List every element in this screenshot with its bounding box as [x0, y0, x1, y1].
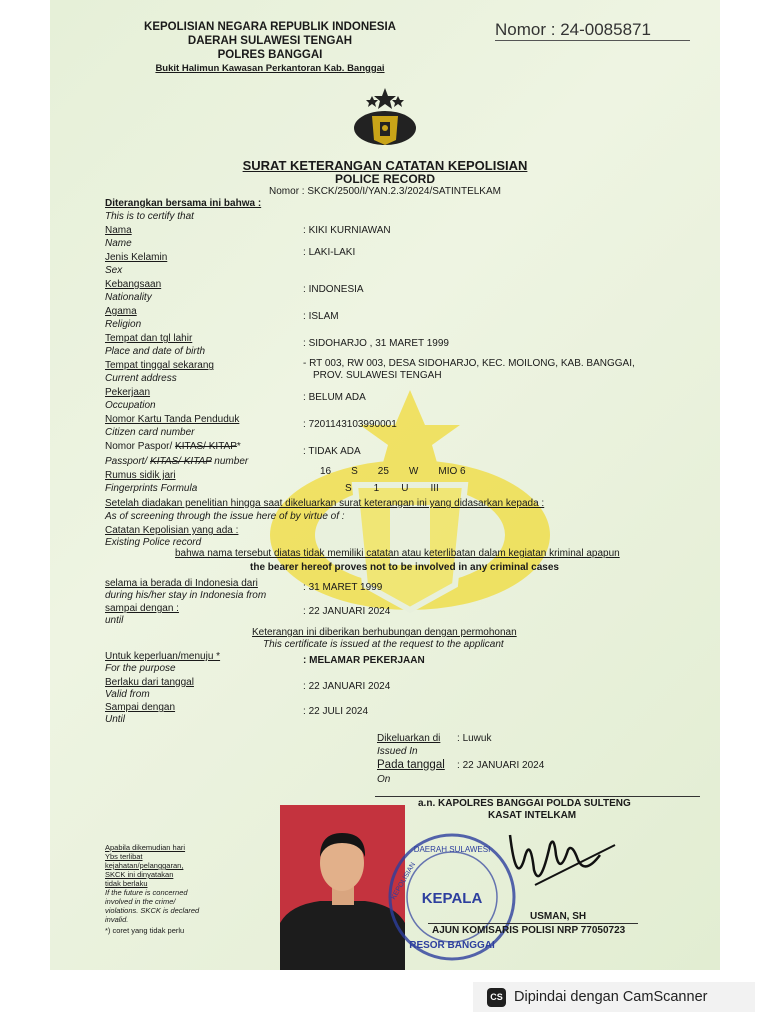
letterhead: [105, 20, 435, 76]
statement-en: the bearer hereof proves not to be involved in any criminal cases: [250, 562, 559, 573]
issued-on-en: On: [377, 774, 391, 785]
stay-to-value: : 22 JANUARI 2024: [303, 606, 391, 617]
title-sub: POLICE RECORD: [334, 172, 435, 186]
camscanner-label: Dipindai dengan CamScanner: [514, 989, 708, 1005]
valid-until-value: : 22 JULI 2024: [303, 706, 369, 717]
purpose-value: : MELAMAR PEKERJAAN: [303, 655, 425, 666]
existing-en: Existing Police record: [105, 537, 202, 548]
stamp-middle-text: KEPALA: [421, 890, 483, 907]
label-nationality-en: Nationality: [105, 292, 152, 303]
issued-on-value: : 22 JANUARI 2024: [457, 760, 545, 771]
label-occupation-en: Occupation: [105, 400, 156, 411]
issued-on-id: Pada tanggal: [377, 759, 445, 771]
value-birth: : SIDOHARJO , 31 MARET 1999: [303, 338, 449, 349]
label-passport-en: Passport/ KITAS/ KITAP number: [105, 456, 249, 467]
label-finger-en: Fingerprints Formula: [105, 483, 198, 494]
label-religion: Agama: [105, 306, 137, 317]
label-sex-en: Sex: [105, 265, 123, 276]
camscanner-icon: CS: [487, 988, 506, 1007]
label-nik: Nomor Kartu Tanda Penduduk: [105, 414, 240, 425]
title-number: Nomor : SKCK/2500/I/YAN.2.3/2024/SATINTELKAM: [269, 186, 501, 197]
request-id: Keterangan ini diberikan berhubungan dengan permohonan: [252, 627, 517, 638]
stay-to-en: until: [105, 615, 124, 626]
letterhead-line-1: KEPOLISIAN NEGARA REPUBLIK INDONESIA: [144, 21, 396, 33]
validity-note: Apabila dikemudian hari Ybs terlibat kejahatan/pelanggaran, SKCK ini dinyatakan tidak berlaku If the future is concerned involved in the crime/ violations. SKCK is declared invalid. *) coret yang tidak perlu: [105, 843, 200, 935]
value-address-line-1: - RT 003, RW 003, DESA SIDOHARJO, KEC. MOILONG, KAB. BANGGAI,: [303, 358, 635, 369]
valid-from-en: Valid from: [105, 689, 150, 700]
issued-in-value: : Luwuk: [457, 733, 492, 744]
document-title: [50, 158, 720, 198]
signatory-name: USMAN, SH: [530, 911, 587, 922]
serial-number: [495, 20, 690, 41]
label-address: Tempat tinggal sekarang: [105, 360, 214, 371]
letterhead-address: Bukit Halimun Kawasan Perkantoran Kab. Banggai: [155, 63, 385, 74]
label-nationality: Kebangsaan: [105, 279, 162, 290]
purpose-en: For the purpose: [105, 663, 176, 674]
label-finger: Rumus sidik jari: [105, 470, 176, 481]
signatory-line-2: KASAT INTELKAM: [488, 810, 577, 821]
label-name-en: Name: [105, 238, 132, 249]
signature-divider: [375, 796, 700, 797]
purpose-id: Untuk keperluan/menuju *: [105, 651, 221, 662]
intro-en: This is to certify that: [105, 211, 194, 222]
value-sex: : LAKI-LAKI: [303, 247, 356, 258]
valid-from-id: Berlaku dari tanggal: [105, 677, 194, 688]
valid-until-id: Sampai dengan: [105, 702, 176, 713]
fingerprint-row-1: 16 S 25 W MIO 6: [320, 466, 466, 477]
intro-id: Diterangkan bersama ini bahwa :: [105, 198, 262, 209]
label-occupation: Pekerjaan: [105, 387, 151, 398]
stay-from-en: during his/her stay in Indonesia from: [105, 590, 267, 601]
serial-value: 24-0085871: [560, 20, 651, 39]
stay-from-id: selama ia berada di Indonesia dari: [105, 578, 258, 589]
stamp-left-text: KEPOLISIAN: [390, 861, 418, 902]
value-religion: : ISLAM: [303, 311, 339, 322]
label-nik-en: Citizen card number: [105, 427, 195, 438]
value-nationality: : INDONESIA: [303, 284, 364, 295]
value-occupation: : BELUM ADA: [303, 392, 366, 403]
stay-from-value: : 31 MARET 1999: [303, 582, 383, 593]
issued-in-en: Issued In: [377, 746, 418, 757]
existing-id: Catatan Kepolisian yang ada :: [105, 525, 239, 536]
fingerprint-row-2: S 1 U III: [345, 483, 439, 494]
issued-in-id: Dikeluarkan di: [377, 733, 441, 744]
signatory-line-1: a.n. KAPOLRES BANGGAI POLDA SULTENG: [418, 798, 631, 809]
stay-to-id: sampai dengan :: [105, 603, 179, 614]
value-address-line-2: PROV. SULAWESI TENGAH: [313, 370, 442, 381]
document-paper: [50, 0, 720, 970]
serial-label: Nomor :: [495, 20, 556, 39]
valid-until-en: Until: [105, 714, 126, 725]
label-nama: Nama: [105, 225, 132, 236]
handwritten-signature: [490, 815, 620, 895]
title-main: SURAT KETERANGAN CATATAN KEPOLISIAN: [242, 158, 528, 173]
stamp-top-text: DAERAH SULAWESI: [413, 845, 491, 854]
label-sex: Jenis Kelamin: [105, 252, 168, 263]
stamp-bottom-text: RESOR BANGGAI: [409, 940, 495, 951]
letterhead-line-2: DAERAH SULAWESI TENGAH: [187, 35, 353, 47]
police-emblem-icon: [348, 86, 422, 148]
letterhead-line-3: POLRES BANGGAI: [217, 49, 323, 61]
value-address: [303, 358, 635, 382]
value-passport: : TIDAK ADA: [303, 446, 361, 457]
signatory-rank: AJUN KOMISARIS POLISI NRP 77050723: [432, 925, 626, 936]
screening-en: As of screening through the issue here of by virtue of :: [105, 511, 345, 522]
screening-id: Setelah diadakan penelitian hingga saat dikeluarkan surat keterangan ini yang didasarkan kepada :: [105, 498, 545, 509]
label-birth: Tempat dan tgl lahir: [105, 333, 193, 344]
label-address-en: Current address: [105, 373, 177, 384]
label-passport: Nomor Paspor/ KITAS/ KITAP*: [105, 441, 241, 452]
value-nama: : KIKI KURNIAWAN: [303, 225, 391, 236]
value-nik: : 7201143103990001: [303, 419, 397, 430]
request-en: This certificate is issued at the request to the applicant: [263, 639, 504, 650]
label-religion-en: Religion: [105, 319, 142, 330]
name-underline: [428, 923, 638, 924]
camscanner-watermark: [473, 982, 755, 1012]
label-birth-en: Place and date of birth: [105, 346, 206, 357]
statement-id: bahwa nama tersebut diatas tidak memiliki catatan atau keterlibatan dalam kegiatan kriminal apapun: [175, 548, 620, 559]
valid-from-value: : 22 JANUARI 2024: [303, 681, 391, 692]
